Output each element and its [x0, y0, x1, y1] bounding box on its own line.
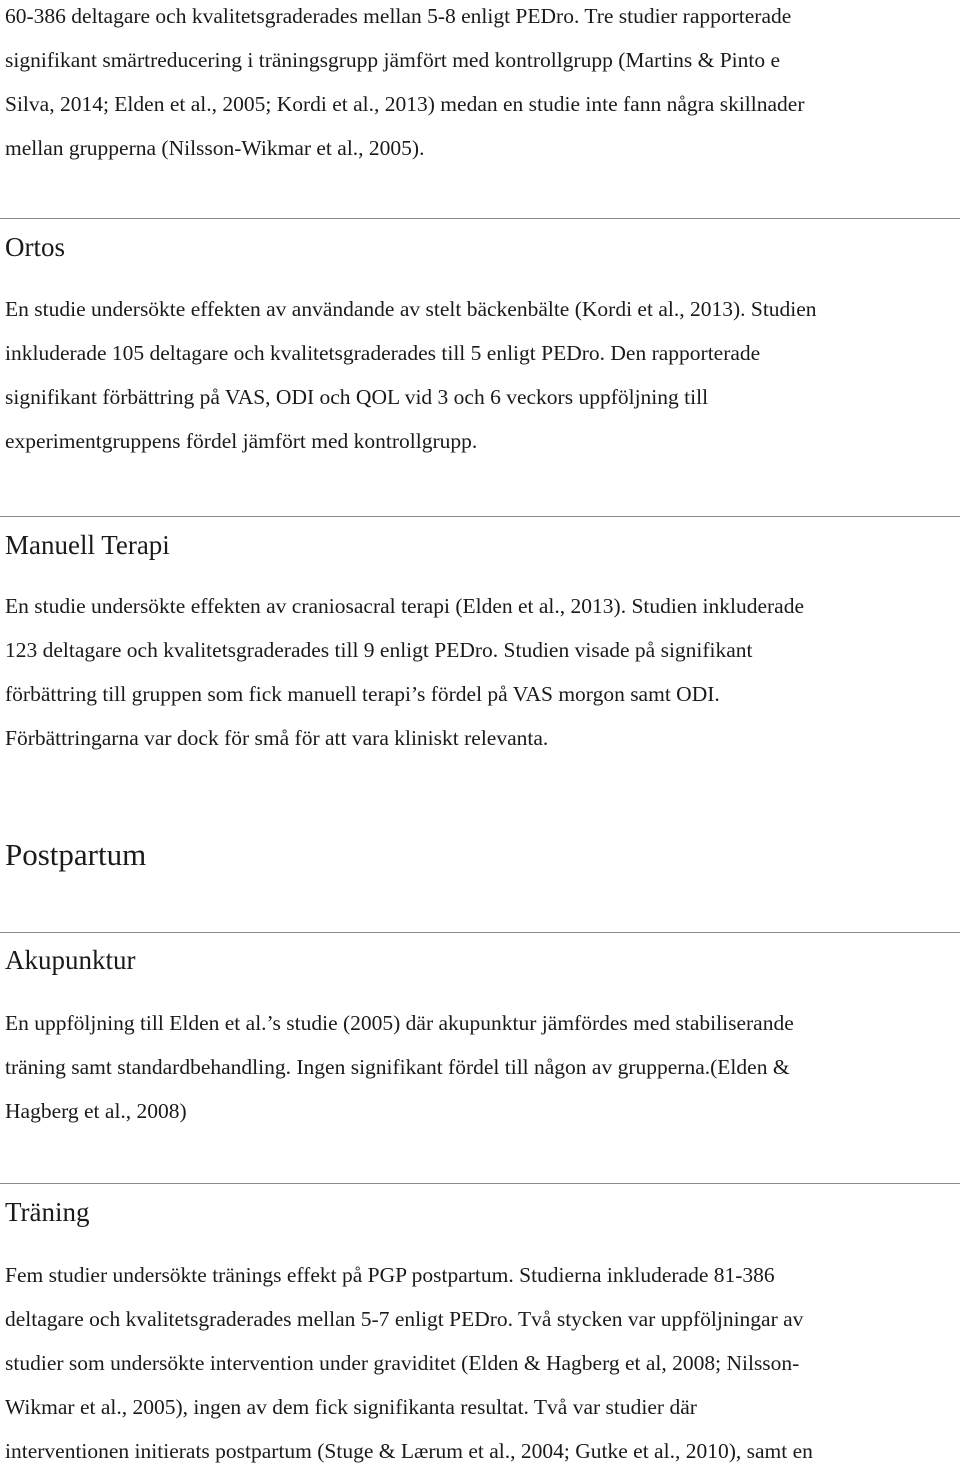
section-heading-ortos: Ortos — [5, 232, 65, 262]
text-line: Förbättringarna var dock för små för att vara kliniskt relevanta. — [5, 726, 549, 750]
text-line: mellan grupperna (Nilsson-Wikmar et al., 2005). — [5, 136, 425, 160]
section-divider — [0, 516, 960, 517]
text-line: En studie undersökte effekten av användande av stelt bäckenbälte (Kordi et al., 2013). Studien — [5, 297, 817, 321]
text-line: Hagberg et al., 2008) — [5, 1099, 187, 1123]
text-line: träning samt standardbehandling. Ingen signifikant fördel till någon av grupperna.(Elden & — [5, 1055, 790, 1079]
section-heading-akupunktur: Akupunktur — [5, 945, 136, 975]
chapter-heading-postpartum: Postpartum — [5, 837, 147, 872]
ortos-paragraph — [5, 287, 960, 463]
text-line: studier som undersökte intervention under graviditet (Elden & Hagberg et al, 2008; Nilsson- — [5, 1351, 800, 1375]
manuell-terapi-paragraph — [5, 584, 960, 760]
text-line: Wikmar et al., 2005), ingen av dem fick signifikanta resultat. Två var studier där — [5, 1395, 697, 1419]
text-line: signifikant smärtreducering i träningsgrupp jämfört med kontrollgrupp (Martins & Pinto e — [5, 48, 781, 72]
text-line: förbättring till gruppen som fick manuell terapi’s fördel på VAS morgon samt ODI. — [5, 682, 720, 706]
section-heading-traning: Träning — [5, 1197, 90, 1227]
traning-paragraph — [5, 1253, 960, 1473]
akupunktur-paragraph — [5, 1001, 960, 1133]
text-line: experimentgruppens fördel jämfört med kontrollgrupp. — [5, 429, 478, 453]
text-line: En studie undersökte effekten av craniosacral terapi (Elden et al., 2013). Studien inkluderade — [5, 594, 804, 618]
text-line: 123 deltagare och kvalitetsgraderades till 9 enligt PEDro. Studien visade på signifikant — [5, 638, 753, 662]
section-divider — [0, 932, 960, 933]
text-line: 60-386 deltagare och kvalitetsgraderades mellan 5-8 enligt PEDro. Tre studier rapporterade — [5, 4, 792, 28]
text-line: Silva, 2014; Elden et al., 2005; Kordi et al., 2013) medan en studie inte fann några skillnader — [5, 92, 805, 116]
section-divider — [0, 1183, 960, 1184]
text-line: Fem studier undersökte tränings effekt på PGP postpartum. Studierna inkluderade 81-386 — [5, 1263, 775, 1287]
section-heading-manuell-terapi: Manuell Terapi — [5, 530, 170, 560]
text-line: En uppföljning till Elden et al.’s studie (2005) där akupunktur jämfördes med stabiliserande — [5, 1011, 794, 1035]
text-line: inkluderade 105 deltagare och kvalitetsgraderades till 5 enligt PEDro. Den rapporterade — [5, 341, 761, 365]
text-line: deltagare och kvalitetsgraderades mellan 5-7 enligt PEDro. Två stycken var uppföljningar av — [5, 1307, 804, 1331]
text-line: interventionen initierats postpartum (Stuge & Lærum et al., 2004; Gutke et al., 2010), samt en — [5, 1439, 813, 1463]
text-line: signifikant förbättring på VAS, ODI och QOL vid 3 och 6 veckors uppföljning till — [5, 385, 709, 409]
section-divider — [0, 218, 960, 219]
intro-paragraph — [5, 0, 960, 170]
